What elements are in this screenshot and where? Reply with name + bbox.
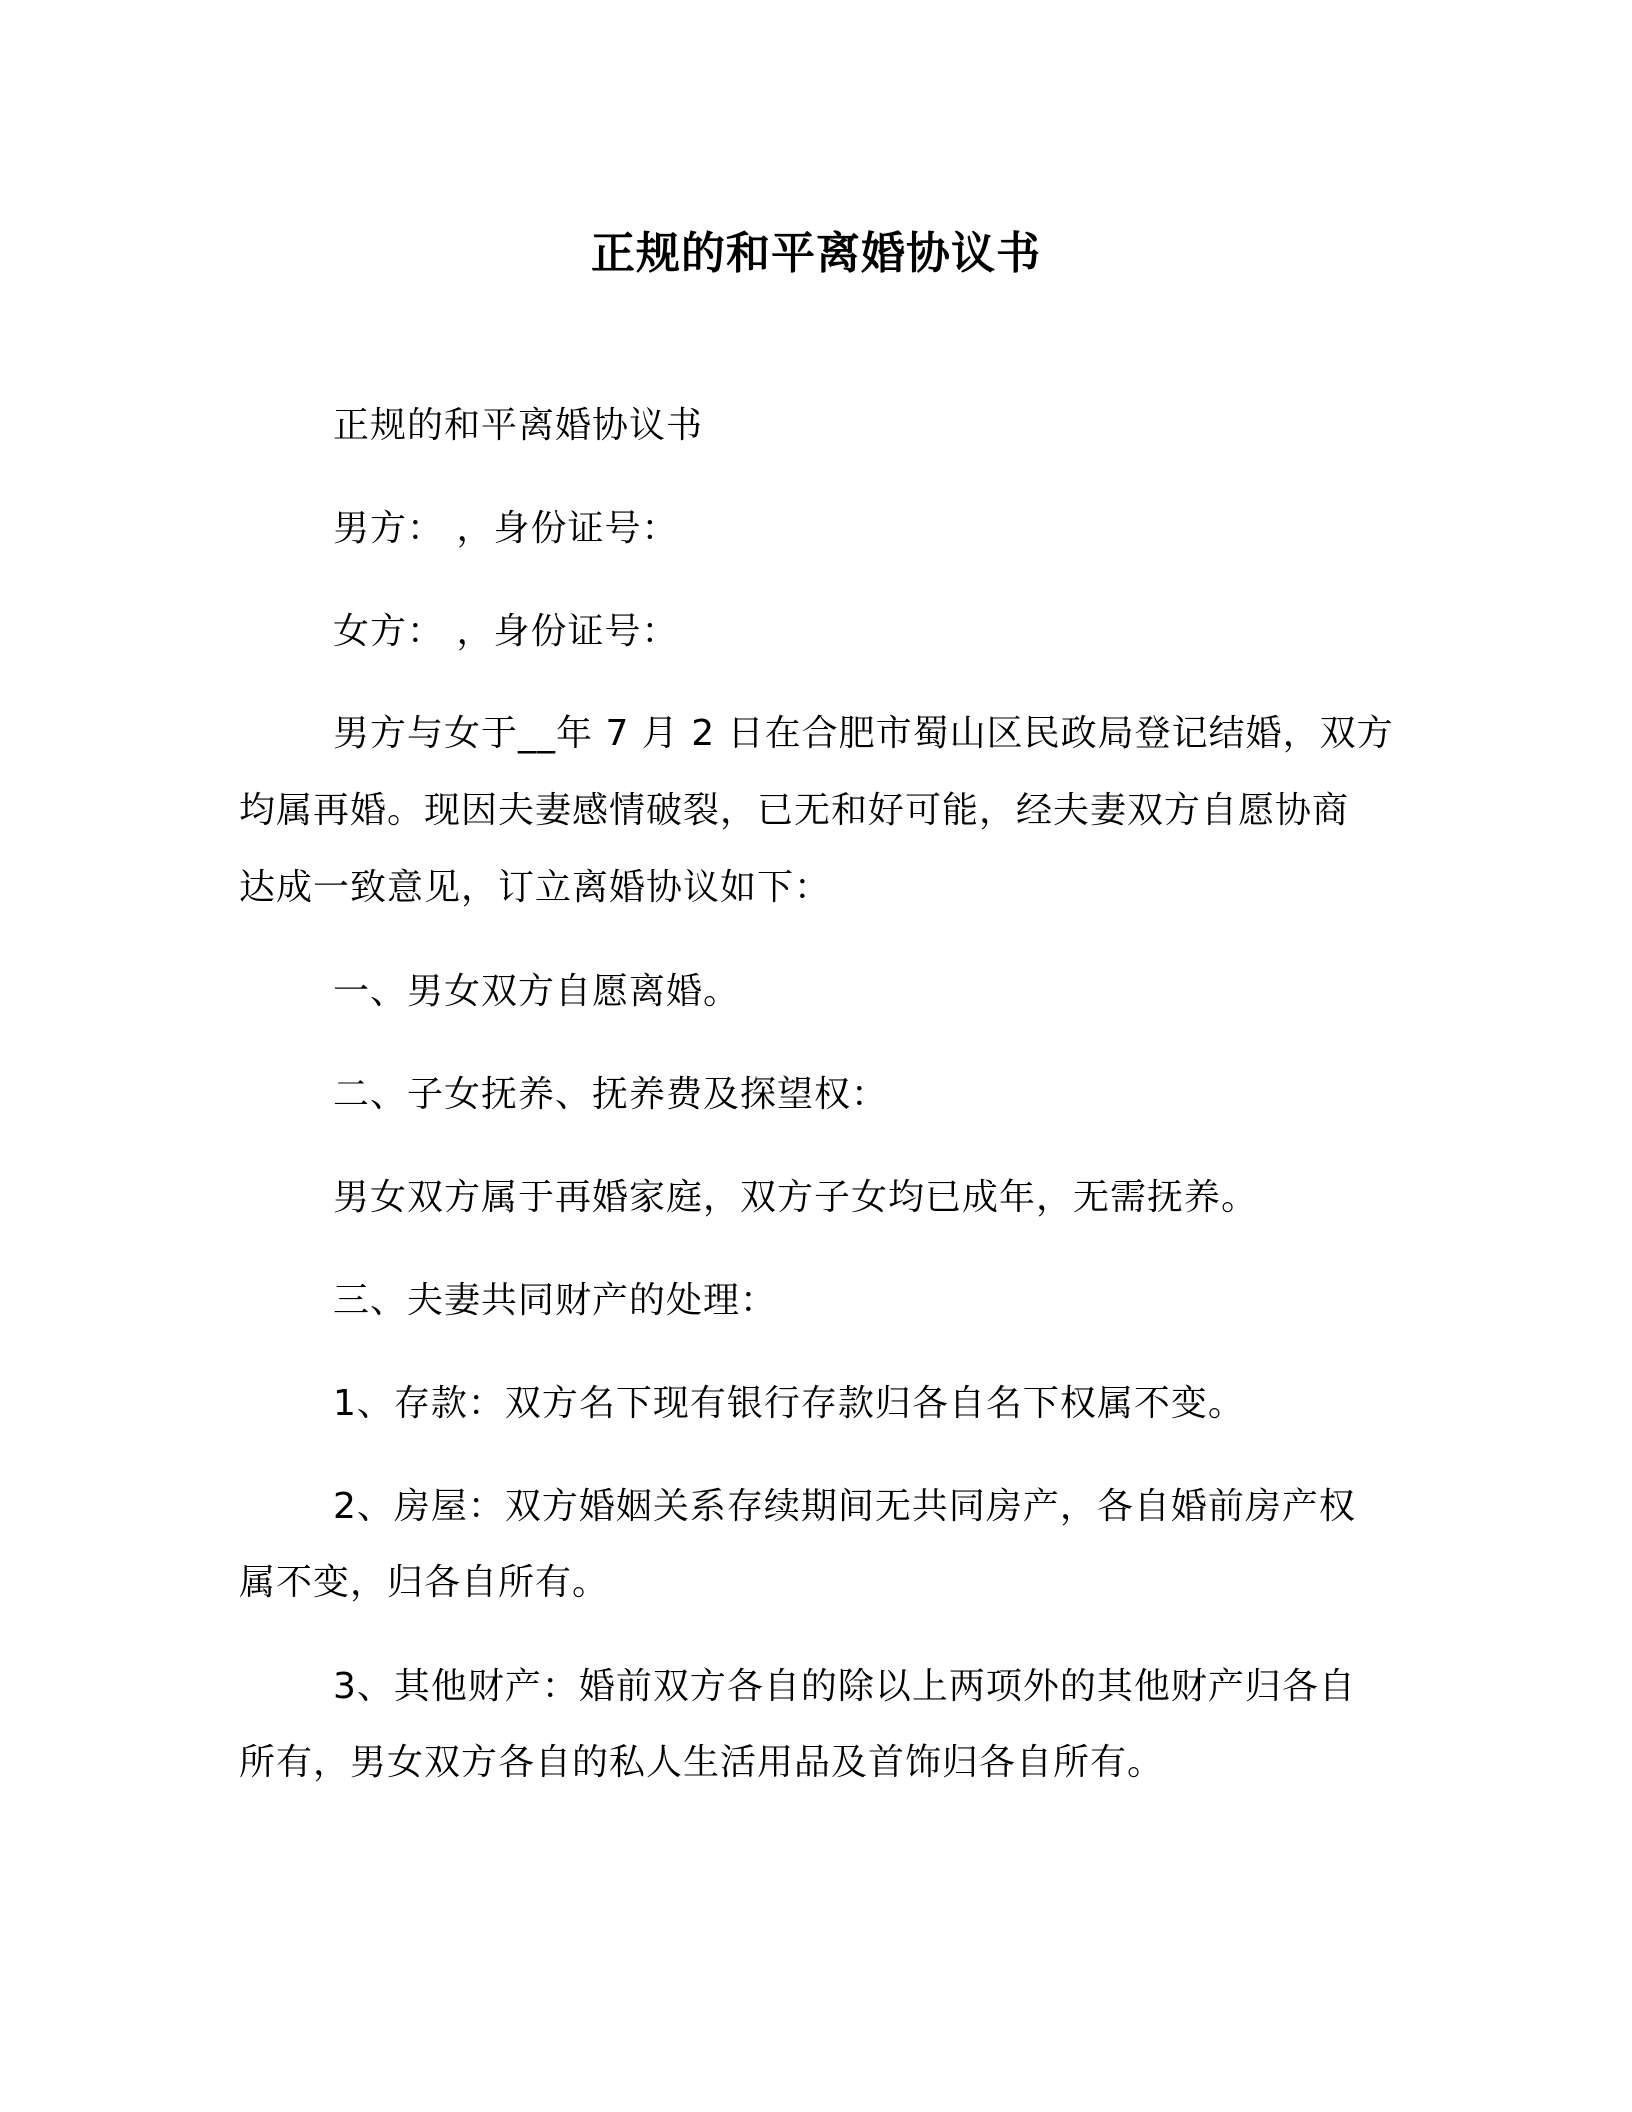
clause-2-text: 男女双方属于再婚家庭，双方子女均已成年，无需抚养。 — [333, 1177, 1259, 1218]
document-title: 正规的和平离婚协议书 — [591, 228, 1041, 279]
female-party-line: 女方： ，身份证号： — [333, 611, 679, 652]
intro-line-2: 均属再婚。现因夫妻感情破裂，已无和好可能，经夫妻双方自愿协商 — [239, 790, 1350, 831]
sub-clause-1: 1、存款：双方名下现有银行存款归各自名下权属不变。 — [333, 1383, 1245, 1424]
sub-clause-2-line-1: 2、房屋：双方婚姻关系存续期间无共同房产，各自婚前房产权 — [333, 1486, 1356, 1527]
sub-clause-2-line-2: 属不变，归各自所有。 — [239, 1562, 610, 1603]
intro-line-1: 男方与女于__年 7 月 2 日在合肥市蜀山区民政局登记结婚，双方 — [333, 713, 1394, 754]
male-party-line: 男方： ，身份证号： — [333, 508, 679, 549]
clause-1: 一、男女双方自愿离婚。 — [333, 971, 741, 1012]
sub-clause-3-line-2: 所有，男女双方各自的私人生活用品及首饰归各自所有。 — [239, 1742, 1165, 1783]
clause-2: 二、子女抚养、抚养费及探望权： — [333, 1074, 889, 1115]
intro-line-3: 达成一致意见，订立离婚协议如下： — [239, 867, 832, 908]
document-subtitle: 正规的和平离婚协议书 — [333, 405, 704, 446]
clause-3: 三、夫妻共同财产的处理： — [333, 1280, 778, 1321]
sub-clause-3-line-1: 3、其他财产：婚前双方各自的除以上两项外的其他财产归各自 — [333, 1666, 1356, 1707]
